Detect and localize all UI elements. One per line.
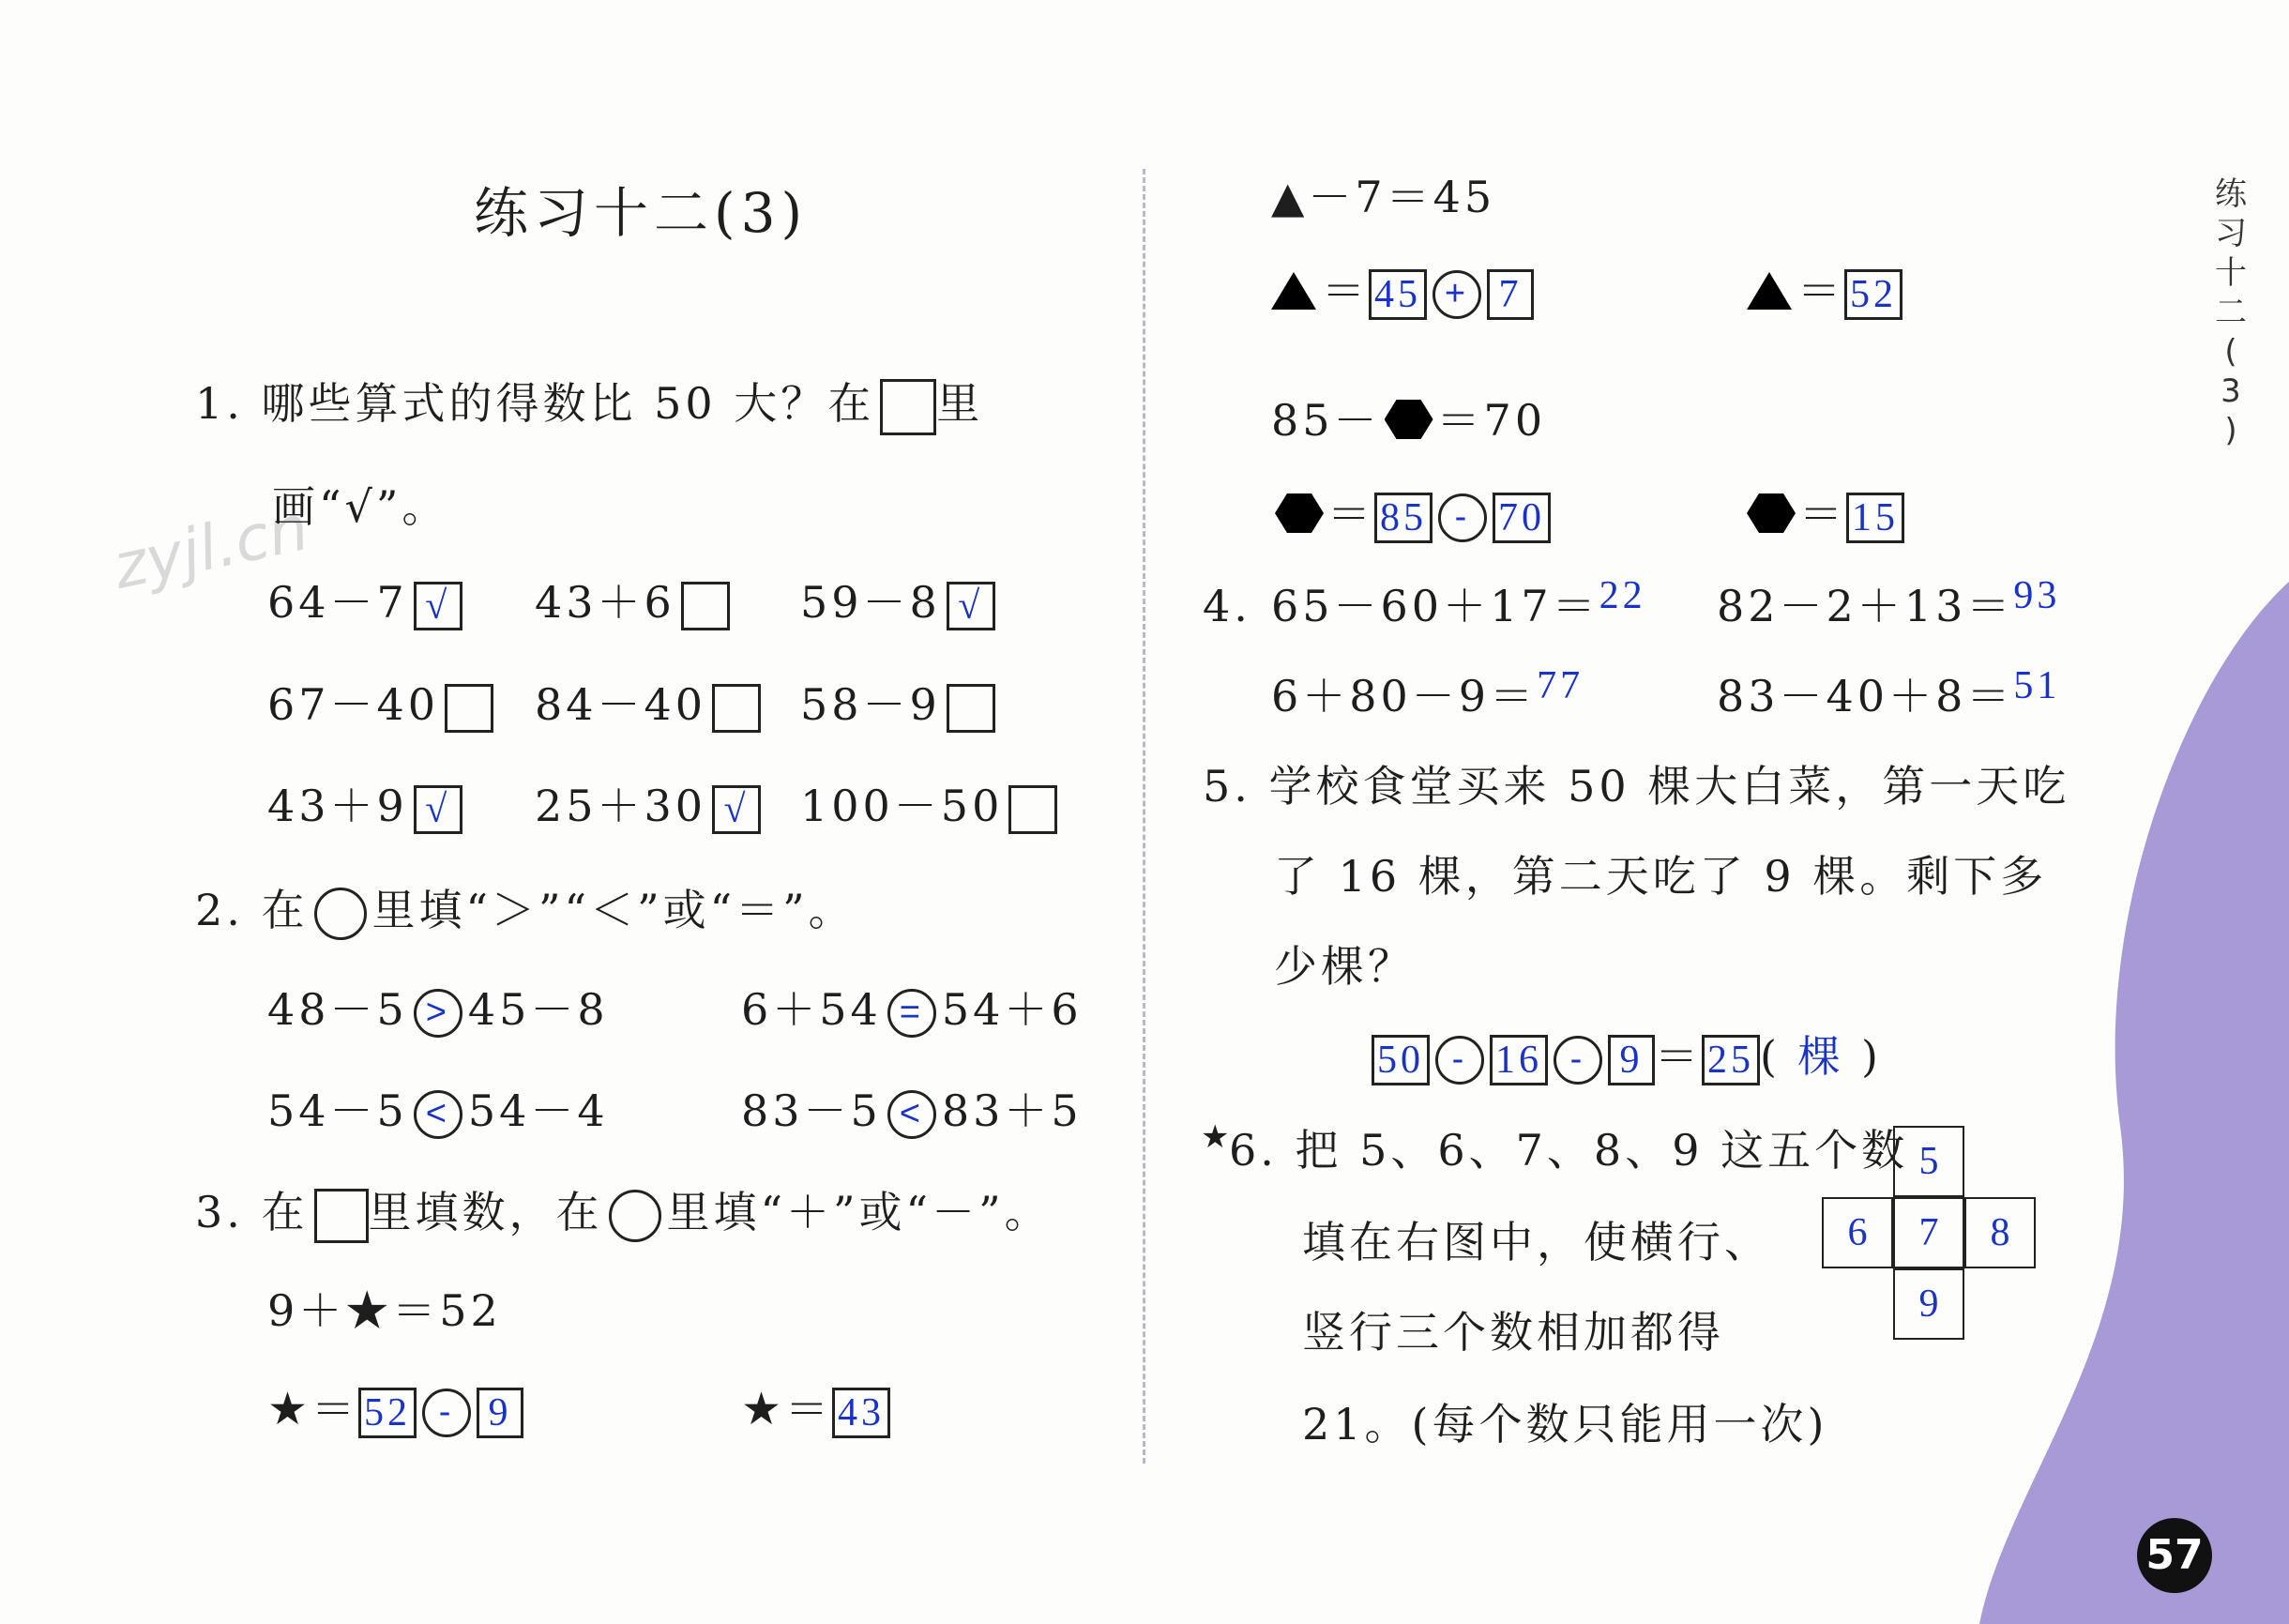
grid-cell-top[interactable]: 5 <box>1893 1126 1964 1197</box>
challenge-star-icon: ★ <box>1201 1118 1230 1156</box>
q2-prompt: 2. 在 里填“＞”“＜”或“＝”。 <box>195 882 856 940</box>
answer-box[interactable]: 9 <box>1608 1035 1655 1085</box>
grid-cell-right[interactable]: 8 <box>1964 1197 2036 1268</box>
q4-answer[interactable]: 77 <box>1537 664 1584 707</box>
operator-circle[interactable]: - <box>1438 493 1487 542</box>
operator-circle[interactable]: - <box>1554 1036 1602 1085</box>
q4-answer[interactable]: 51 <box>2013 664 2061 707</box>
check-box[interactable] <box>712 684 761 733</box>
compare-circle[interactable]: > <box>414 989 462 1038</box>
star-icon: ★ <box>267 1383 312 1435</box>
check-box[interactable]: √ <box>414 785 462 834</box>
watermark: zyjl.cn <box>107 492 315 603</box>
page-divider <box>1143 169 1145 1464</box>
compare-circle[interactable]: < <box>414 1090 462 1139</box>
operator-circle[interactable]: + <box>1433 270 1481 319</box>
compare-circle[interactable]: = <box>887 989 936 1038</box>
q1-item: 43＋9 √ <box>267 778 462 834</box>
triangle-solution: ＝ 45 + 7 <box>1271 263 1534 320</box>
q6-line: 21。(每个数只能用一次) <box>1302 1399 1828 1449</box>
circle-sample <box>314 888 367 940</box>
check-box[interactable] <box>445 684 493 733</box>
q2-item: 48－5 > 45－8 <box>267 981 609 1038</box>
page-number: 57 <box>2137 1518 2212 1593</box>
q4-item: 83－40＋8＝51 <box>1717 664 2061 721</box>
q6-line: 竖行三个数相加都得 <box>1302 1307 1724 1358</box>
hexagon-icon <box>1385 400 1433 439</box>
answer-box[interactable]: 85 <box>1374 493 1433 543</box>
hexagon-result: ＝ 15 <box>1743 486 1904 543</box>
q4-item: 65－60＋17＝22 <box>1271 574 1646 631</box>
grid-cell-bottom[interactable]: 9 <box>1893 1268 1964 1340</box>
star-solution: ★＝ 52 - 9 <box>267 1381 523 1438</box>
triangle-icon <box>1271 272 1316 310</box>
operator-circle[interactable]: - <box>1435 1036 1484 1085</box>
answer-box[interactable]: 52 <box>358 1388 417 1438</box>
check-box[interactable]: √ <box>712 785 761 834</box>
triangle-icon <box>1747 272 1792 310</box>
q1-item: 43＋6 <box>535 574 730 630</box>
q2-item: 83－5 < 83＋5 <box>741 1083 1083 1139</box>
q4-answer[interactable]: 22 <box>1599 574 1646 617</box>
check-box[interactable]: √ <box>947 582 995 630</box>
q1-item: 25＋30 √ <box>535 778 761 834</box>
answer-box[interactable]: 43 <box>832 1388 890 1438</box>
q1-item: 67－40 <box>267 676 493 733</box>
answer-box[interactable]: 7 <box>1487 269 1534 320</box>
hexagon-equation: 85－ ＝70 <box>1271 395 1547 446</box>
check-box[interactable]: √ <box>414 582 462 630</box>
q6-line: 填在右图中，使横行、 <box>1302 1217 1771 1267</box>
q5-line: 了 16 棵，第二天吃了 9 棵。剩下多 <box>1274 851 2048 902</box>
compare-circle[interactable]: < <box>887 1090 936 1139</box>
q3-prompt: 3. 在 里填数，在 里填“＋”或“－”。 <box>195 1184 1052 1243</box>
hexagon-icon <box>1275 493 1324 533</box>
answer-box[interactable]: 9 <box>477 1388 523 1438</box>
star-icon: ★ <box>741 1383 786 1435</box>
answer-box[interactable]: 50 <box>1372 1035 1430 1085</box>
q6-line: 6. 把 5、6、7、8、9 这五个数 <box>1229 1125 1909 1176</box>
check-box[interactable] <box>947 684 995 733</box>
page-title: 练习十二(3) <box>474 181 809 245</box>
hexagon-icon <box>1747 493 1796 533</box>
q1-prompt-line2: 画“√”。 <box>272 481 449 532</box>
q4-answer[interactable]: 93 <box>2013 574 2061 617</box>
q5-line: 少棵？ <box>1274 941 1415 992</box>
q1-prompt: 1. 哪些算式的得数比 50 大？在 里 <box>195 375 983 435</box>
answer-box[interactable]: 52 <box>1844 269 1902 320</box>
q4-number: 4. <box>1203 581 1251 631</box>
answer-box[interactable]: 16 <box>1490 1035 1548 1085</box>
side-title: 练 习 十 二 ( 3 ) <box>2215 175 2247 449</box>
answer-box-sample <box>880 379 936 435</box>
grid-cell-left[interactable]: 6 <box>1822 1197 1893 1268</box>
star-equation: 9＋★＝52 <box>267 1285 502 1336</box>
answer-box[interactable]: 70 <box>1493 493 1551 543</box>
unit-answer[interactable]: 棵 <box>1796 1033 1844 1081</box>
check-box[interactable] <box>681 582 730 630</box>
q2-item: 6＋54 = 54＋6 <box>741 981 1083 1038</box>
q1-item: 58－9 <box>800 676 995 733</box>
q1-item: 64－7 √ <box>267 574 462 630</box>
q1-item: 84－40 <box>535 676 761 733</box>
q1-item: 100－50 <box>800 778 1057 834</box>
answer-box[interactable]: 25 <box>1702 1035 1760 1085</box>
q5-solution: 50 - 16 - 9 ＝ 25 ( 棵 ) <box>1372 1028 1882 1085</box>
q5-line: 5. 学校食堂买来 50 棵大白菜，第一天吃 <box>1203 761 2070 812</box>
grid-cell-center[interactable]: 7 <box>1893 1197 1964 1268</box>
answer-box-sample <box>314 1189 369 1243</box>
circle-sample <box>609 1190 661 1242</box>
q2-item: 54－5 < 54－4 <box>267 1083 609 1139</box>
star-result: ★＝ 43 <box>741 1381 890 1438</box>
operator-circle[interactable]: - <box>422 1389 471 1437</box>
hexagon-solution: ＝ 85 - 70 <box>1271 486 1551 543</box>
triangle-equation: ▲－7＝45 <box>1271 172 1496 222</box>
q1-item: 59－8 √ <box>800 574 995 630</box>
check-box[interactable] <box>1008 785 1057 834</box>
answer-box[interactable]: 45 <box>1369 269 1427 320</box>
answer-box[interactable]: 15 <box>1846 493 1904 543</box>
q4-item: 82－2＋13＝93 <box>1717 574 2061 631</box>
triangle-result: ＝ 52 <box>1747 263 1902 320</box>
q4-item: 6＋80－9＝77 <box>1271 664 1584 721</box>
